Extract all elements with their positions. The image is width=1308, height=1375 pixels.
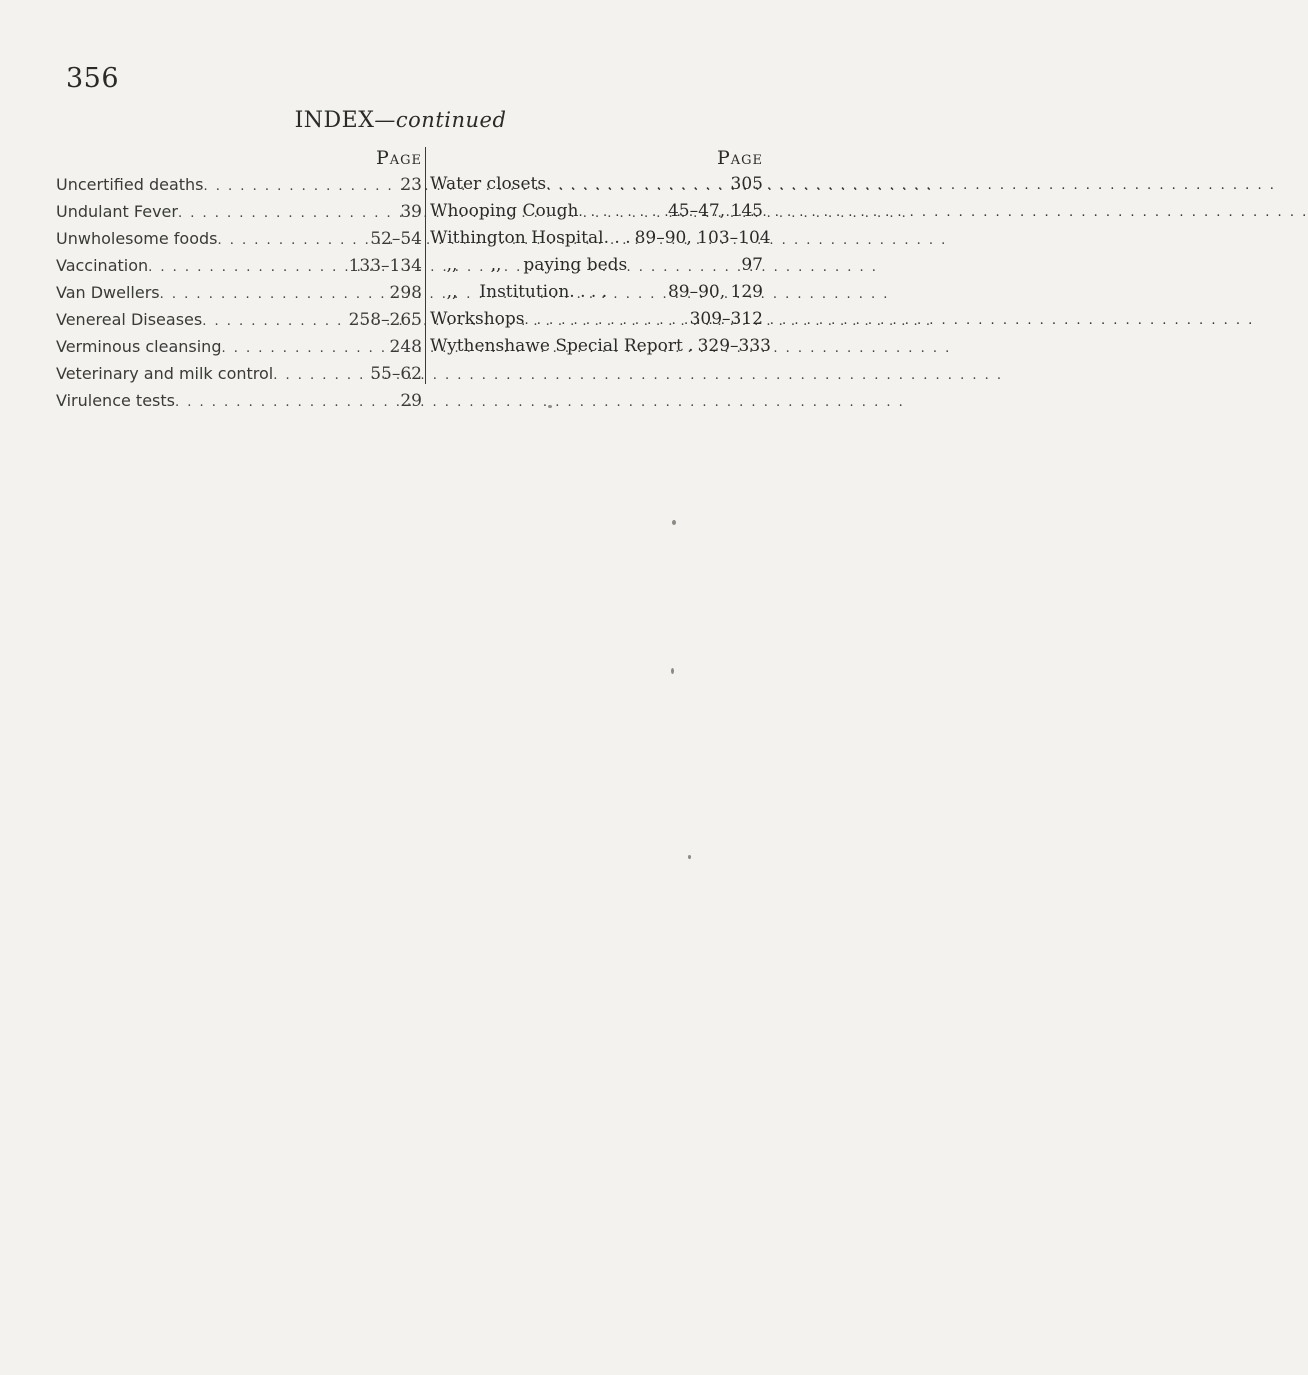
entry-pages: 89–90, 129 (667, 282, 763, 302)
entry-label-group (430, 279, 664, 306)
paper-speck (672, 520, 676, 525)
dot-leader (178, 200, 396, 227)
index-entry-undulant-fever (56, 198, 422, 225)
index-entry-water-closets (430, 171, 763, 198)
index-entry-venereal-diseases (56, 306, 422, 333)
ditto-mark: ,, (446, 282, 458, 302)
index-entry-whooping-cough (430, 198, 763, 225)
index-entry-workshops (430, 306, 763, 333)
dot-leader (273, 362, 366, 389)
entry-pages: 97 (741, 255, 763, 275)
index-title (0, 108, 801, 133)
page-column-header: Page (716, 147, 763, 169)
entry-pages: 298 (389, 283, 422, 303)
entry-label: Whooping Cough (430, 201, 579, 221)
entry-pages: 329–333 (697, 336, 771, 356)
index-entry-veterinary-milk-control (56, 360, 422, 387)
entry-pages: 39 (400, 202, 422, 222)
entry-label-group (430, 252, 737, 279)
index-entry-wythenshawe-report (430, 333, 771, 360)
entry-pages: 133–134 (348, 256, 422, 276)
entry-pages: 248 (389, 337, 422, 357)
entry-label: Vaccination (56, 256, 149, 275)
index-entry-uncertified-deaths (56, 171, 422, 198)
right-index-column (430, 145, 771, 360)
dot-leader (525, 307, 686, 334)
entry-pages: 309–312 (689, 309, 763, 329)
entry-pages: 55–62 (370, 364, 422, 384)
index-entry-van-dwellers (56, 279, 422, 306)
index-entry-institution (430, 279, 763, 306)
index-entry-vaccination (56, 252, 422, 279)
entry-label: Verminous cleansing (56, 337, 222, 356)
entry-pages: 305 (730, 174, 763, 194)
dot-leader (175, 389, 396, 416)
entry-label: Uncertified deaths (56, 175, 204, 194)
entry-label: Withington Hospital. . . (430, 228, 631, 248)
ditto-mark: ,, (446, 255, 458, 275)
entry-pages: 29 (400, 391, 422, 411)
entry-pages: 45–47, 145 (667, 201, 763, 221)
entry-label: Virulence tests (56, 391, 175, 410)
index-entry-withington-hospital (430, 225, 771, 252)
paper-speck (548, 405, 552, 408)
index-entry-paying-beds (430, 252, 763, 279)
dot-leader (218, 227, 367, 254)
index-title-continued: —continued (374, 108, 507, 132)
entry-pages: 258–265 (348, 310, 422, 330)
entry-label: Van Dwellers (56, 283, 160, 302)
entry-label: Institution. . . . (479, 282, 608, 302)
page-number: 356 (66, 63, 120, 94)
index-entry-virulence-tests (56, 387, 422, 414)
entry-label: Venereal Diseases (56, 310, 203, 329)
dot-leader (578, 199, 664, 226)
dot-leader (160, 281, 386, 308)
entry-label: Unwholesome foods (56, 229, 218, 248)
entry-label: Undulant Fever (56, 202, 178, 221)
dot-leader (546, 172, 726, 199)
entry-pages: 23 (400, 175, 422, 195)
entry-label: Workshops (430, 309, 525, 329)
ditto-mark: ,, (490, 255, 502, 275)
entry-label: paying beds (523, 255, 628, 275)
dot-leader (221, 335, 385, 362)
left-index-column (56, 145, 422, 414)
index-entry-unwholesome-foods (56, 225, 422, 252)
entry-pages: 89–90, 103–104 (634, 228, 771, 248)
entry-label: Water closets (430, 174, 547, 194)
entry-pages: 52–54 (370, 229, 422, 249)
index-title-main: INDEX (294, 108, 375, 133)
paper-speck (671, 668, 674, 674)
dot-leader (204, 173, 397, 200)
entry-label: Veterinary and milk control (56, 364, 274, 383)
page-column-header: Page (375, 147, 422, 169)
index-entry-verminous-cleansing (56, 333, 422, 360)
paper-speck (688, 855, 691, 859)
dot-leader (148, 254, 344, 281)
dot-leader (202, 308, 344, 335)
entry-label: Wythenshawe Special Report . (430, 336, 694, 356)
